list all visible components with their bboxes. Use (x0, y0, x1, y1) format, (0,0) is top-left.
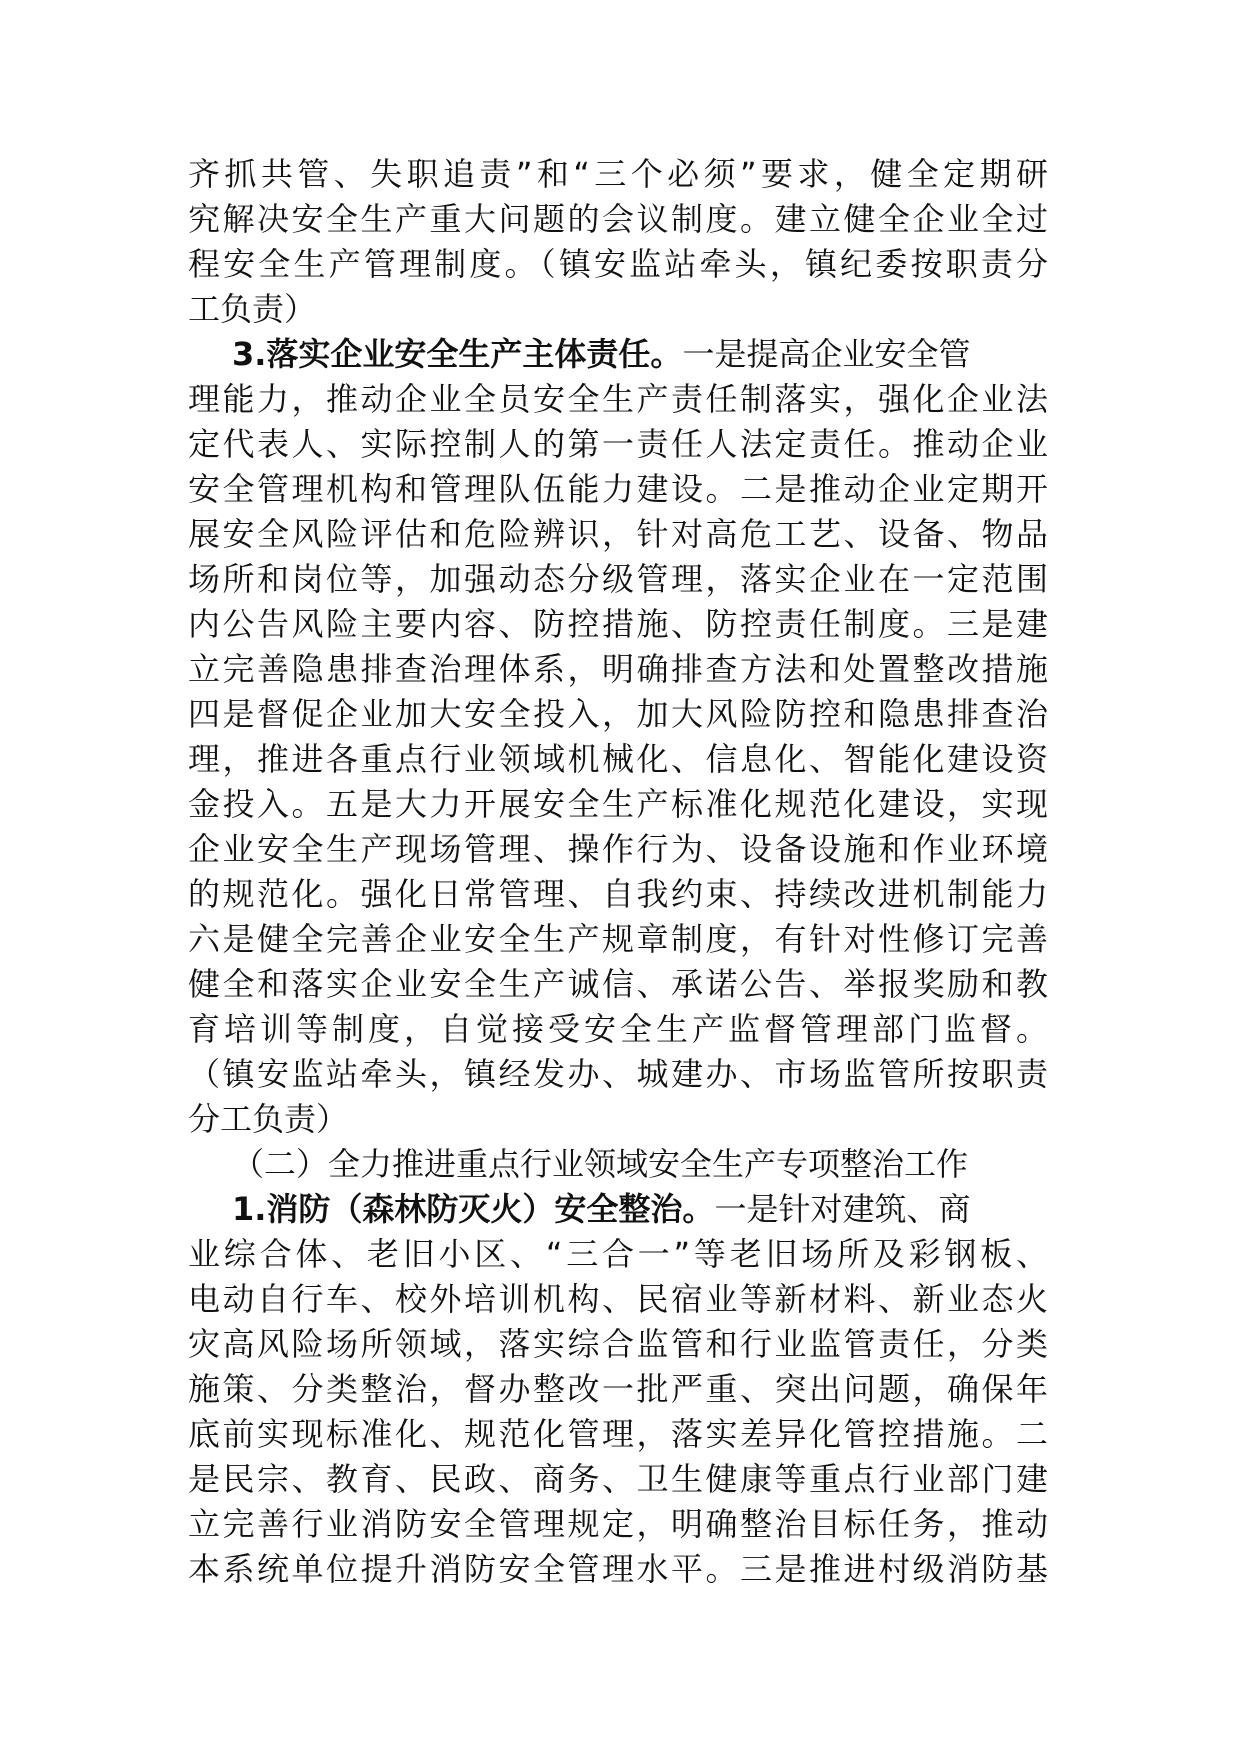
paragraph-fire-safety (188, 1187, 1048, 1592)
paragraph-continued (188, 152, 1048, 332)
text-line: 立完善隐患排查治理体系，明确排查方法和处置整改措施 (188, 650, 1048, 688)
text-line: 工负责） (188, 290, 317, 328)
text-line: 电动自行车、校外培训机构、民宿业等新材料、新业态火 (188, 1280, 1048, 1318)
text-line: 分工负责） (188, 1100, 349, 1138)
text-line: 育培训等制度，自觉接受安全生产监督管理部门监督。 (188, 1010, 1048, 1048)
text-line: 底前实现标准化、规范化管理，落实差异化管控措施。二 (188, 1415, 1048, 1453)
text-line: 内公告风险主要内容、防控措施、防控责任制度。三是建 (188, 605, 1048, 643)
section-heading-text: （二）全力推进重点行业领域安全生产专项整治工作 (232, 1145, 969, 1183)
text-line: 企业安全生产现场管理、操作行为、设备设施和作业环境 (188, 830, 1048, 868)
section-heading (188, 1142, 1048, 1187)
text-line: 是民宗、教育、民政、商务、卫生健康等重点行业部门建 (188, 1460, 1048, 1498)
text-line: 安全管理机构和管理队伍能力建设。二是推动企业定期开 (188, 470, 1048, 508)
text-line: 立完善行业消防安全管理规定，明确整治目标任务，推动 (188, 1505, 1048, 1543)
text-line: 六是健全完善企业安全生产规章制度，有针对性修订完善 (188, 920, 1048, 958)
section-lead-heading: 3.落实企业安全生产主体责任。 (232, 335, 683, 373)
text-line: 齐抓共管、失职追责”和“三个必须”要求，健全定期研 (188, 155, 1048, 193)
text-line: 理能力，推动企业全员安全生产责任制落实，强化企业法 (188, 380, 1048, 418)
text-run: 一是提高企业安全管 (682, 335, 971, 373)
text-line: 四是督促企业加大安全投入，加大风险防控和隐患排查治 (188, 695, 1048, 733)
text-line: 金投入。五是大力开展安全生产标准化规范化建设，实现 (188, 785, 1048, 823)
document-page (188, 152, 1048, 1592)
text-line (188, 1187, 1048, 1232)
text-line: 健全和落实企业安全生产诚信、承诺公告、举报奖励和教 (188, 965, 1048, 1003)
text-line: 展安全风险评估和危险辨识，针对高危工艺、设备、物品 (188, 515, 1048, 553)
text-line: 本系统单位提升消防安全管理水平。三是推进村级消防基 (188, 1550, 1048, 1588)
text-line: 施策、分类整治，督办整改一批严重、突出问题，确保年 (188, 1370, 1048, 1408)
text-line: 理，推进各重点行业领域机械化、信息化、智能化建设资 (188, 740, 1048, 778)
text-line: （镇安监站牵头，镇经发办、城建办、市场监管所按职责 (188, 1055, 1048, 1093)
section-lead-heading: 1.消防（森林防灭火）安全整治。 (232, 1190, 715, 1228)
paragraph-enterprise-responsibility (188, 332, 1048, 1142)
text-line: 场所和岗位等，加强动态分级管理，落实企业在一定范围 (188, 560, 1048, 598)
text-line: 程安全生产管理制度。（镇安监站牵头，镇纪委按职责分 (188, 245, 1048, 283)
text-line: 究解决安全生产重大问题的会议制度。建立健全企业全过 (188, 200, 1048, 238)
text-line: 的规范化。强化日常管理、自我约束、持续改进机制能力 (188, 875, 1048, 913)
text-line: 定代表人、实际控制人的第一责任人法定责任。推动企业 (188, 425, 1048, 463)
text-line (188, 332, 1048, 377)
text-line: 灾高风险场所领域，落实综合监管和行业监管责任，分类 (188, 1325, 1048, 1363)
text-run: 一是针对建筑、商 (714, 1190, 971, 1228)
text-line: 业综合体、老旧小区、“三合一”等老旧场所及彩钢板、 (188, 1235, 1048, 1273)
